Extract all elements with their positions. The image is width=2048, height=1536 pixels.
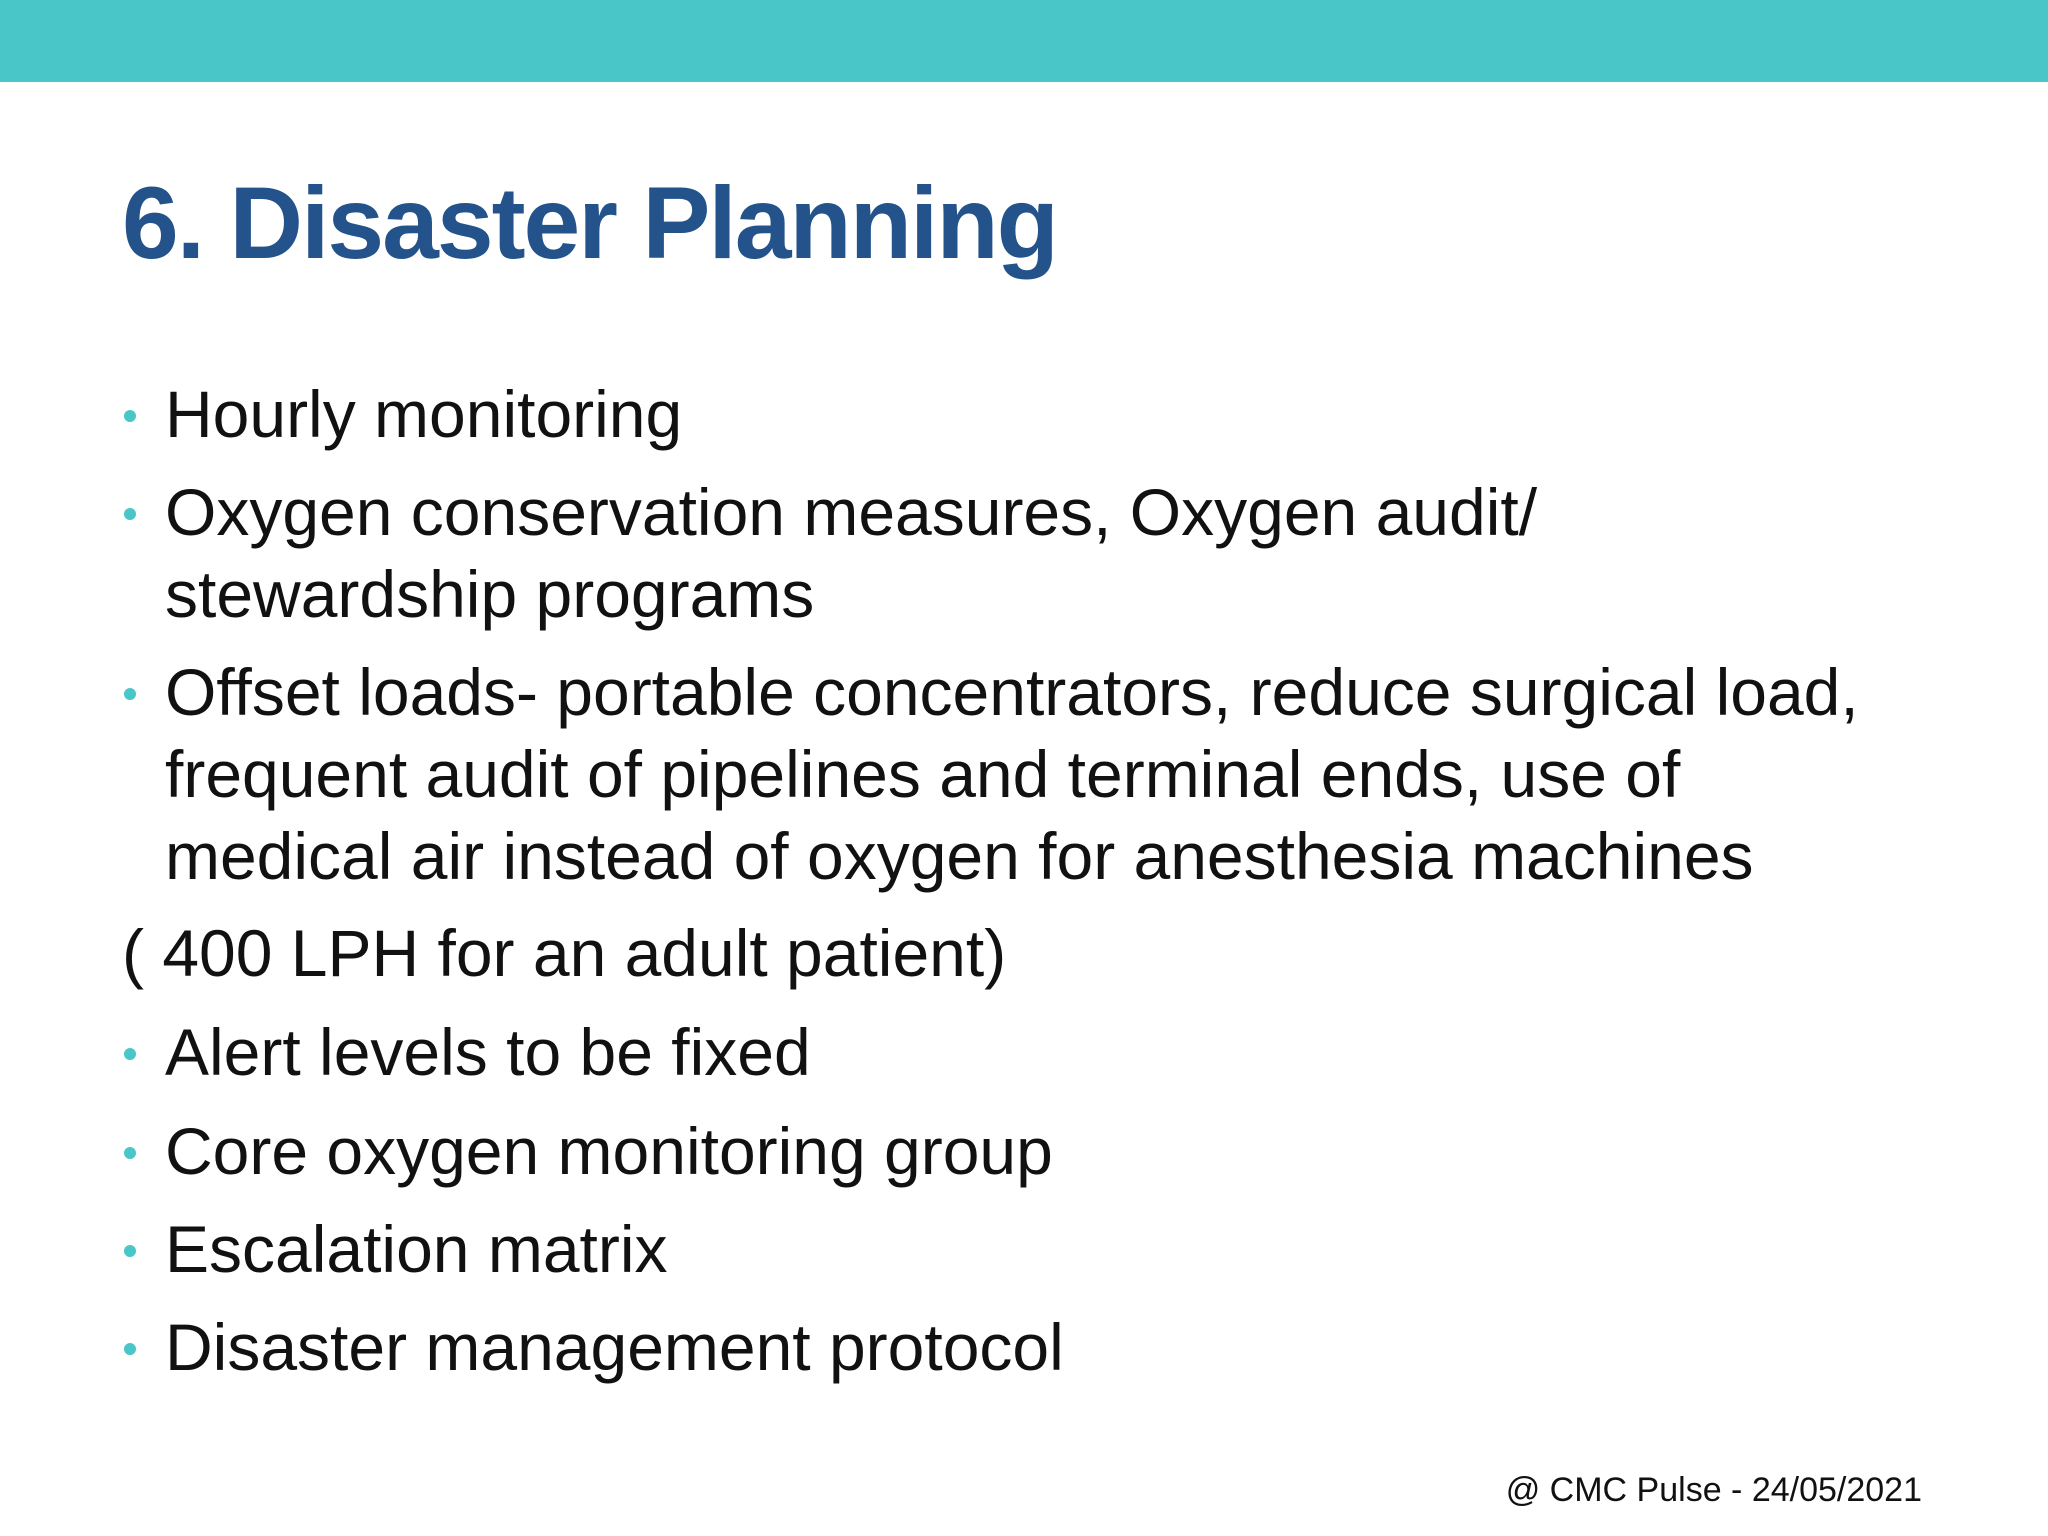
list-item-line: Disaster management protocol	[165, 1310, 1064, 1384]
list-item-line: stewardship programs	[165, 557, 815, 631]
flow-rate-note: ( 400 LPH for an adult patient)	[122, 916, 1007, 990]
list-item-line: medical air instead of oxygen for anesthesia machines	[165, 819, 1754, 893]
list-item	[165, 651, 1859, 897]
bullet-dot-icon	[124, 1147, 136, 1159]
list-item-line: frequent audit of pipelines and terminal ends, use of	[165, 737, 1681, 811]
list-item-line: Escalation matrix	[165, 1212, 668, 1286]
list-item	[165, 1110, 1053, 1192]
list-item	[165, 1306, 1064, 1388]
list-item-line: Hourly monitoring	[165, 377, 683, 451]
bullet-dot-icon	[124, 508, 136, 520]
bullet-dot-icon	[124, 1048, 136, 1060]
list-item	[165, 1011, 811, 1093]
bullet-dot-icon	[124, 1343, 136, 1355]
bullet-dot-icon	[124, 1245, 136, 1257]
footer-credit: @ CMC Pulse - 24/05/2021	[1505, 1471, 1922, 1509]
list-item	[165, 373, 682, 455]
list-item-line: Oxygen conservation measures, Oxygen audit/	[165, 475, 1538, 549]
list-item	[165, 1208, 668, 1290]
slide-title: 6. Disaster Planning	[122, 166, 1057, 280]
bullet-dot-icon	[124, 688, 136, 700]
list-item-line: Offset loads- portable concentrators, reduce surgical load,	[165, 655, 1859, 729]
list-item	[165, 471, 1537, 635]
bullet-dot-icon	[124, 410, 136, 422]
list-item-line: Alert levels to be fixed	[165, 1015, 811, 1089]
list-item-line: Core oxygen monitoring group	[165, 1114, 1053, 1188]
